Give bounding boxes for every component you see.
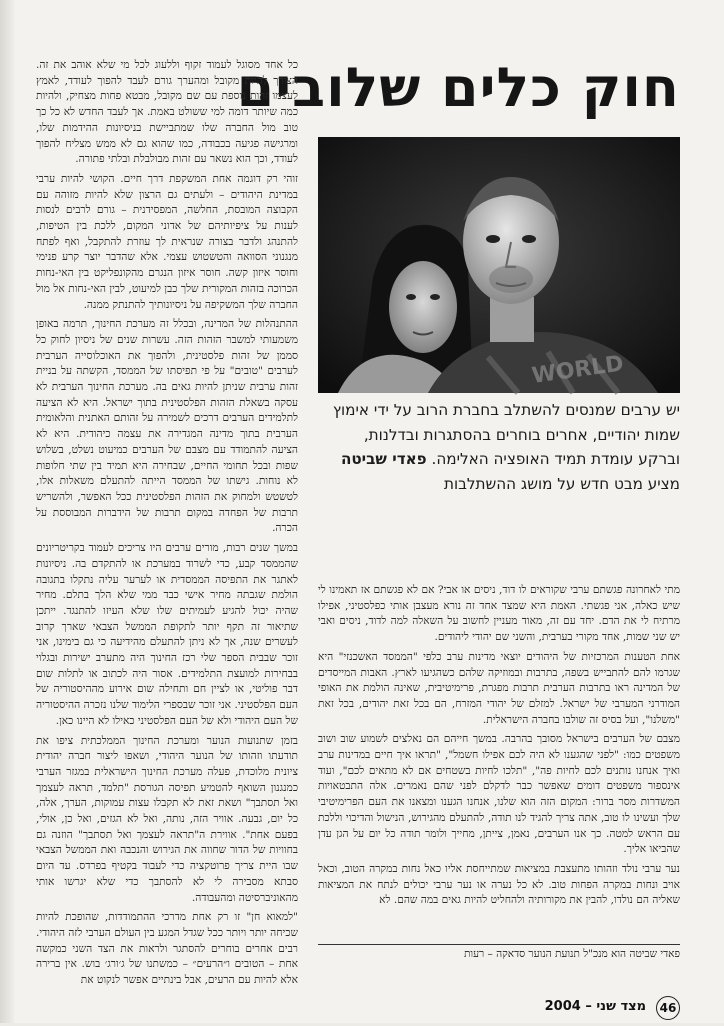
magazine-name: מצד שני – 2004 xyxy=(544,999,646,1014)
article-column-left xyxy=(36,58,298,987)
paragraph: נער ערבי נולד וזהותו מתעצבת במציאות שמתייחסת אליו כאל נחות במקרה הטוב, וכאל אויב ונחות במקרה הפחות טוב. לא כל נערה או נער ערבי יכולים לנתח את המציאות שאליה הם נולדו, להבין את מקורותיה ולהחליט להיות גאים במה שהם. לא xyxy=(318,862,680,907)
paragraph: מתי לאחרונה פגשתם ערבי שקוראים לו דוד, ניסים או אבי? אם לא פגשתם אז תאמינו לי שיש כאלה, אני פגשתי. האמת היא שמצד אחד זה נורא מעצבן אותי כפלסטיני, אפילו מרתיח לי את הדם. יחד עם זה, מאוד מעניין לחשוב על השאלה למה לדוד, ניסים ואבי יש שני שמות, אחד מקורי בערבית, והשני שם יהודי ליהודים. xyxy=(318,584,680,644)
paragraph: ההתנהלות של המדינה, ובכלל זה מערכת החינוך, תרמה באופן משמעותי למשבר הזהות הזה. עשרות שנים של ניסיון לחוק כל סממן של זהות פלסטינית, ולהפוך את האוכלוסייה הערבית לערבים "טובים" על פי תפיסתו של הממסד, הקשתה על בניית זהות ערבית שניתן להיות גאים בה. מערכת החינוך הערבית לא עסקה בשאלת הזהות הפלסטינית בתוך ישראל. היא לא הציעה לתלמידים הערבים דרכים לשמירה על זהותם האתנית והלאומית הערבית בתוך מדינה המגדירה את עצמה כיהודית. היא לא הציעה להתמודד עם מצבם של הערבים כמיעוט נשלט, בשלוש שפות ובכל תחומי החיים, שבחירה היא תמיד בין שתי חלופות לא נוחות. גישתו של הממסד הייתה להתעלם משאלות אלו, לטשטש ולמחוק את הזהות הפלסטינית ככל האפשר, ולהשריש תרבות של הפחדה במקום תרבות של הידברות המבוססת על הכרה. xyxy=(36,318,298,535)
paragraph: אחת הטענות המרכזיות של היהודים יוצאי מדינות ערב כלפי "הממסד האשכנזי" היא שגרמו להם להתבייש בשפה, בתרבות ובמוזיקה שלהם כשהגיעו לארץ. האבות המייסדים של המדינה ראו בתרבות הערבית תרבות מפגרת, פרימיטיבית, שאינה הולמת את האופי המודרני המערבי של ישראל. למזלם של יהודי המזרח, הם בכל זאת יהודים, בכל זאת "משלנו", ועל בסיס זה שולבו בחברה הישראלית. xyxy=(318,650,680,726)
page-number: 46 xyxy=(656,996,680,1020)
paragraph: זוהי רק דוגמה אחת המשקפת דרך חיים. הקושי להיות ערבי במדינת היהודים – ולעתים גם הרצון שלא להיות מזוהה עם הקבוצה המובסת, החלשה, המפסידנית – גורם לרבים לנסות לענות על ציפיותיהם של אדוני המקום, ללכת בין הטיפות, להתנהג ולדבר בצורה שנראית לך עוזרת להתקבל, ואף לפתח מנגנוני הסוואה והטשטוש עצמי. אלא שהדבר יוצר קרע פנימי וחוסר איזון קשה. חוסר איזון הנגרם מהקונפליקט בין האי-נחות הכרוכה בזהות המקורית שלך כבן למיעוט, לבין האי-נחות אל מול החברה שלך המשקיפה על ניסיונותיך להתנתק ממנה. xyxy=(36,172,298,311)
page-binding-shadow xyxy=(0,0,14,1023)
lead-tail: מציע מבט חדש על מושג ההשתלבות xyxy=(443,474,680,493)
paragraph: כל אחד מסוגל לעמוד זקוף וללעוג לכל מי שלא אוהב את זה. הצורך להיות מקובל ומהערך גורם לעבד להפוך לעודד, לאמץ לעצמו זהות נוספת עם שם מקובל, מבטא פחות מצחיק, ולהיות כמה שיותר דומה למי ששולט באמת. אך לעבד החדש לא כל כך טוב מול החברה שלו שמתביישת בניסיונות ההידמות שלו, ומרגישה פגיעה בכבודה, כמו שהוא גם לא ממש מצליח להפוך לעודד, וכך הוא נשאר עם זהות מבולבלת ובלתי פתורה. xyxy=(36,59,298,166)
paragraph: מצבם של הערבים בישראל מסובך בהרבה. במשך חייהם הם נאלצים לשמוע שוב ושוב משפטים כמו: "לפני שהגענו לא היה לכם אפילו חשמל", "תראו איך חיים במדינות ערב ואיך אנחנו נותנים לכם לחיות פה", "תלכו לחיות בשטחים אם לא מתאים לכם", ועוד אינספור משפטים דומים שאפשר כבר לדקלם לפני שהם נאמרים. אלה התבטאויות המשדרות מסר ברור: המקום הזה הוא שלנו, אנחנו הגענו ומצאנו את העם הפרימיטיבי שלך ועשינו לו טוב, אתה צריך להגיד לנו תודה, להתעלם מהגירוש, הנישול והדיכוי וללכת עם הראש למטה. כך אנו הערבים, נאמן, צייתן, מחייך ולומר תודה כל יום על הגן עדן שהביאו אליך. xyxy=(318,733,680,856)
article-photo xyxy=(318,137,680,393)
paragraph: במשך שנים רבות, מורים ערבים היו צריכים לעמוד בקריטריונים שהממסד קבע, כדי לשרוד במערכת או להתקדם בה. ניסיונות לאתגר את התפיסה הממסדית או לערער עליה נתקלו בתגובה הולמת שגבתה מחיר אישי כבד ממי שלא הלך בתלם. מחיר שהיה יכול להגיע לעמיתים שלו שלא העיזו להתנגד. ייתכן שתיאור זה תקף יותר לתקופת הממשל הצבאי שארך קרוב לעשרים שנה, אך לא ניתן להתעלם מהידיעה כי גם בימינו, אני זוכר שבבית הספר שלי רכז החינוך היה מתערב ישירות ובגלוי בבחירות למועצת התלמידים. אסור היה לכתוב או לתלות שום דבר פוליטי, או לציין חם ותחילה שום אירוע מההיסטוריה של העם הפלסטיני. אני זוכר שבספרי הלימוד שלנו נזכרה ההיסטוריה של העם היהודי ולא של העם הפלסטיני כאילו לא היינו כאן. xyxy=(36,542,298,727)
svg-text:WORLD: WORLD xyxy=(530,351,626,389)
photo-illustration xyxy=(318,137,680,393)
article-title: חוק כלים שלובים xyxy=(236,56,680,119)
lead-author: פאדי שביטה xyxy=(340,450,427,468)
lead-text: יש ערבים שמנסים להשתלב בחברת הרוב על ידי אימוץ שמות יהודיים, אחרים בוחרים בהסתגרות ובדלנות, וברקע עומדת תמיד האופציה האלימה. xyxy=(332,401,680,468)
author-bio: פאדי שביטה הוא מנכ"ל תנועת הנוער סדאקה – רעות xyxy=(464,948,680,960)
paragraph: "למאוא חן" זו רק אחת מדרכי ההתמודדות, שהופכת להיות שכיחה יותר ויותר ככל שגדל המגע בין העולם הערבי לזה היהודי. רבים אחרים בוחרים להסתגר ולראות את הצד השני כמקשה אחת – הטובים ו״הרעים״ – כמשתנו של ג׳ורג׳ בוש. אין ברירה אלא להיות עם הרעים, אבל בינתיים אפשר לנקוט את xyxy=(36,911,298,987)
article-lead xyxy=(318,398,680,496)
article-column-right xyxy=(318,583,680,943)
paragraph: בזמן שתנועות הנוער ומערכת החינוך הממלכתית ציפו את תודעתו וזהותו של הנוער היהודי, ושאפו ליצור חברה יהודית ציונית מלוכדת, פעלה מערכת החינוך הישראלית במגזר הערבי כמנגנון השואף להטמיע תפיסה הגורסת "תלמד, תראה לעצמך ואל תסתבך" ושאת זאת לא תקבלו עצות עמוקות, הערך, אלה, כל יום, גבעה. אוויר הזה, נותה, ואל לא הגזים, ואל כן, אולי, בפעם אחת". אווירת ה"תראה לעצמך ואל תסתבך" הוזנה גם בחוויות של הדור שחווה את הגירוש והנכבה ואת הממשל הצבאי שבו היית צריך פרוטקציה כדי לעבוד בקטיף בפרדס. עד היום סבתא מסבירה לי לא להסתבך כדי שלא יגרשו אותי מהאוניברסיטה ומהעבודה. xyxy=(36,734,298,904)
page-footer xyxy=(36,996,680,1026)
caption-divider xyxy=(318,944,680,945)
